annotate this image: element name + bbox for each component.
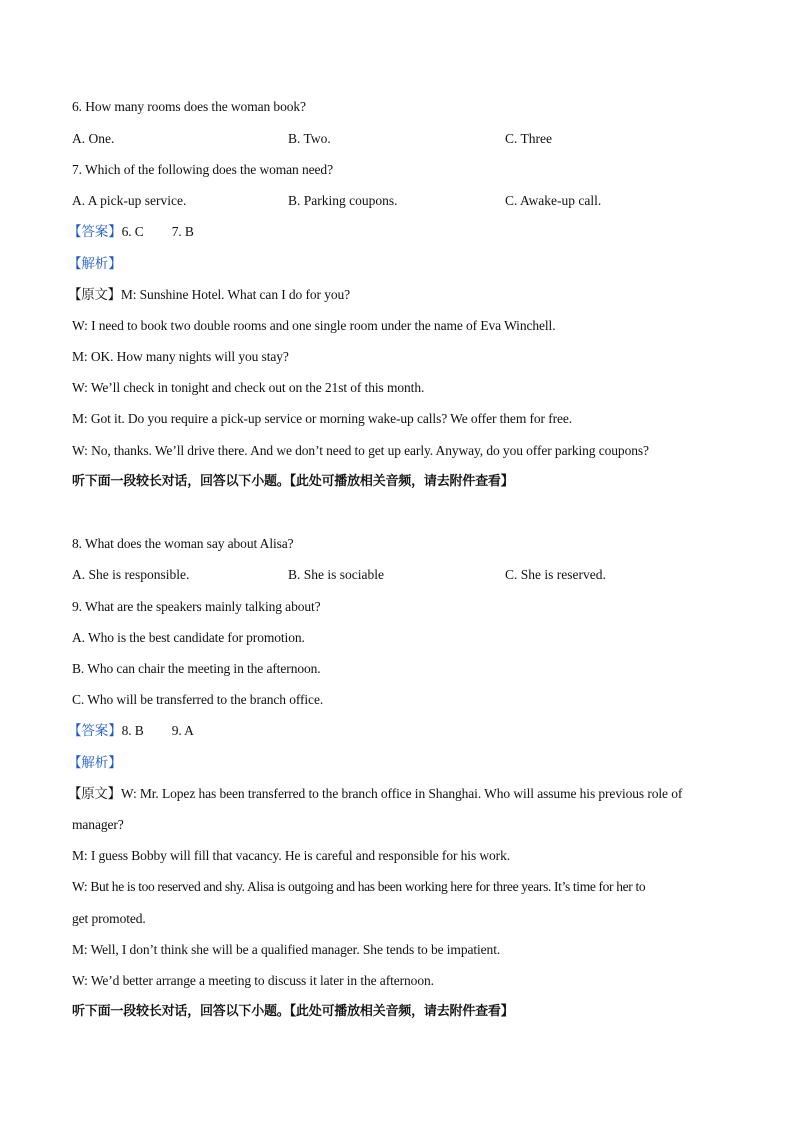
q9-option-c: C. Who will be transferred to the branch office. xyxy=(72,692,324,707)
transcript-1-line-2: W: I need to book two double rooms and one single room under the name of Eva Winchell. xyxy=(72,318,556,333)
q6-option-a: A. One. xyxy=(72,131,115,146)
q8-option-b: B. She is sociable xyxy=(288,567,384,582)
answer-7: 7. B xyxy=(171,224,194,239)
transcript-1-line-5: M: Got it. Do you require a pick-up service or morning wake-up calls? We offer them for free. xyxy=(72,411,573,426)
transcript-1-line-4: W: We’ll check in tonight and check out on the 21st of this month. xyxy=(72,380,425,395)
transcript-2-line-3: M: I guess Bobby will fill that vacancy. He is careful and responsible for his work. xyxy=(72,848,510,863)
question-9: 9. What are the speakers mainly talking about? xyxy=(72,599,321,614)
q6-option-c: C. Three xyxy=(505,131,552,146)
analysis-tag: 【解析】 xyxy=(68,256,122,272)
transcript-2-line-4: W: But he is too reserved and shy. Alisa is outgoing and has been working here for three years. It’s time for her to xyxy=(72,879,646,894)
q7-option-b: B. Parking coupons. xyxy=(288,193,398,208)
q9-option-a: A. Who is the best candidate for promotion. xyxy=(72,630,305,645)
answer-block-1 xyxy=(68,223,194,241)
question-8: 8. What does the woman say about Alisa? xyxy=(72,536,294,551)
transcript-2-line-7: W: We’d better arrange a meeting to discuss it later in the afternoon. xyxy=(72,973,434,988)
q7-option-c: C. Awake-up call. xyxy=(505,193,602,208)
listening-instruction-2: 听下面一段较长对话，回答以下小题。【此处可播放相关音频，请去附件查看】 xyxy=(72,1004,514,1019)
transcript-tag: 【原文】 xyxy=(68,786,121,802)
analysis-tag: 【解析】 xyxy=(68,755,122,771)
transcript-2-line-2: manager? xyxy=(72,817,124,832)
q7-option-a: A. A pick-up service. xyxy=(72,193,187,208)
answer-block-2 xyxy=(68,722,194,740)
transcript-1-line-1: 【原文】M: Sunshine Hotel. What can I do for you? xyxy=(68,287,351,303)
answer-8: 8. B xyxy=(121,723,144,738)
answer-6: 6. C xyxy=(121,224,144,239)
answer-tag: 【答案】 xyxy=(68,723,122,739)
q9-option-b: B. Who can chair the meeting in the afternoon. xyxy=(72,661,321,676)
transcript-2-line-5: get promoted. xyxy=(72,911,146,926)
answer-tag: 【答案】 xyxy=(68,224,122,240)
q6-option-b: B. Two. xyxy=(288,131,331,146)
q8-option-c: C. She is reserved. xyxy=(505,567,606,582)
transcript-2-line-6: M: Well, I don’t think she will be a qualified manager. She tends to be impatient. xyxy=(72,942,501,957)
transcript-2-line-1: 【原文】W: Mr. Lopez has been transferred to the branch office in Shanghai. Who will assume his previous role of xyxy=(68,786,683,802)
transcript-1-line-6: W: No, thanks. We’ll drive there. And we don’t need to get up early. Anyway, do you offer parking coupons? xyxy=(72,443,649,458)
question-7: 7. Which of the following does the woman need? xyxy=(72,162,333,177)
q8-option-a: A. She is responsible. xyxy=(72,567,190,582)
listening-instruction-1: 听下面一段较长对话，回答以下小题。【此处可播放相关音频，请去附件查看】 xyxy=(72,474,514,489)
analysis-block-2 xyxy=(68,754,122,772)
transcript-1-line-3: M: OK. How many nights will you stay? xyxy=(72,349,289,364)
transcript-tag: 【原文】 xyxy=(68,287,121,303)
analysis-block-1 xyxy=(68,255,122,273)
question-6: 6. How many rooms does the woman book? xyxy=(72,99,306,114)
answer-9: 9. A xyxy=(171,723,194,738)
